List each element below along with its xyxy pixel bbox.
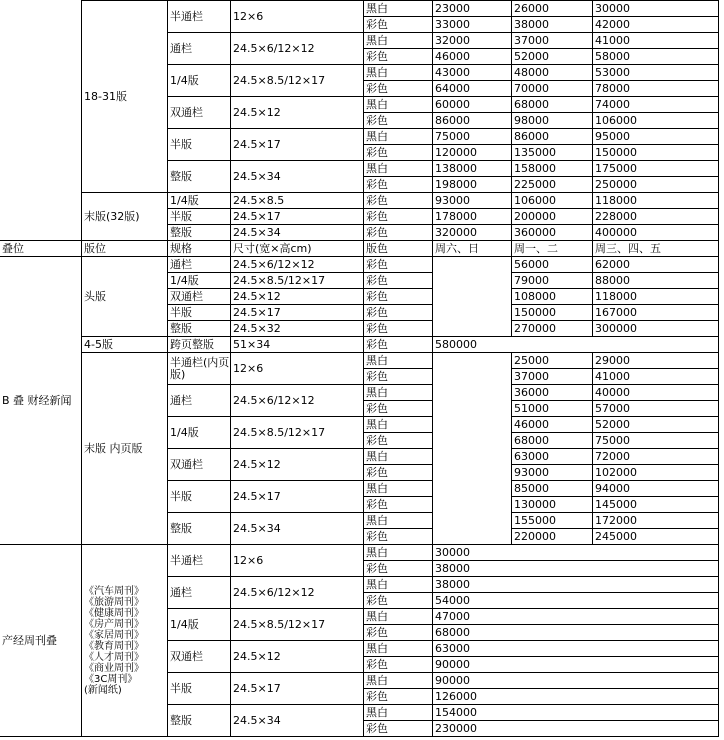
color-cell: 彩色	[363, 464, 433, 481]
spec-cell: 整版	[167, 320, 231, 337]
price-cell: 200000	[511, 208, 593, 225]
spec-cell: 通栏	[167, 32, 231, 65]
price-cell: 56000	[511, 256, 593, 273]
price-cell: 360000	[511, 224, 593, 241]
section-cell: B 叠 财经新闻	[0, 256, 82, 545]
spec-cell: 半版	[167, 128, 231, 161]
color-cell: 彩色	[363, 560, 433, 577]
size-cell: 24.5×8.5/12×17	[230, 416, 364, 449]
spec-cell: 1/4版	[167, 272, 231, 289]
size-cell: 12×6	[230, 0, 364, 33]
group-cell: 末版 内页版	[81, 352, 168, 545]
price-cell: 64000	[432, 80, 512, 97]
price-cell: 40000	[592, 384, 719, 401]
price-cell: 320000	[432, 224, 512, 241]
price-cell: 38000	[432, 560, 719, 577]
price-cell: 62000	[592, 256, 719, 273]
color-cell: 黑白	[363, 0, 433, 17]
price-cell: 154000	[432, 704, 719, 721]
spec-cell: 半通栏(内页版)	[167, 352, 231, 385]
color-cell: 彩色	[363, 288, 433, 305]
price-cell: 88000	[592, 272, 719, 289]
price-cell: 300000	[592, 320, 719, 337]
size-cell: 24.5×8.5/12×17	[230, 64, 364, 97]
spec-cell: 整版	[167, 224, 231, 241]
size-cell: 24.5×8.5/12×17	[230, 608, 364, 641]
price-cell: 93000	[511, 464, 593, 481]
size-cell: 24.5×8.5/12×17	[230, 272, 364, 289]
price-cell: 79000	[511, 272, 593, 289]
size-cell: 24.5×17	[230, 480, 364, 513]
price-cell: 58000	[592, 48, 719, 65]
price-cell: 150000	[511, 304, 593, 321]
price-cell: 47000	[432, 608, 719, 625]
price-cell: 41000	[592, 32, 719, 49]
spec-cell: 1/4版	[167, 608, 231, 641]
price-cell: 29000	[592, 352, 719, 369]
price-cell: 78000	[592, 80, 719, 97]
price-cell: 90000	[432, 656, 719, 673]
price-cell: 37000	[511, 368, 593, 385]
header-cell: 版色	[363, 240, 433, 257]
group-cell: 《汽车周刊》 《旅游周刊》 《健康周刊》 《房产周刊》 《家居周刊》 《教育周刊》 《人才周刊》 《商业周刊》 《3C周刊》 (新闻纸)	[81, 544, 168, 737]
price-cell: 23000	[432, 0, 512, 17]
spec-cell: 跨页整版	[167, 336, 231, 353]
price-cell: 33000	[432, 16, 512, 33]
price-cell: 46000	[432, 48, 512, 65]
price-cell: 178000	[432, 208, 512, 225]
empty-cell	[432, 256, 512, 337]
spec-cell: 整版	[167, 512, 231, 545]
price-cell: 37000	[511, 32, 593, 49]
header-cell: 版位	[81, 240, 168, 257]
price-cell: 250000	[592, 176, 719, 193]
spec-cell: 整版	[167, 160, 231, 193]
color-cell: 黑白	[363, 608, 433, 625]
color-cell: 彩色	[363, 208, 433, 225]
price-cell: 130000	[511, 496, 593, 513]
price-cell: 102000	[592, 464, 719, 481]
price-cell: 43000	[432, 64, 512, 81]
color-cell: 黑白	[363, 544, 433, 561]
price-cell: 150000	[592, 144, 719, 161]
price-cell: 145000	[592, 496, 719, 513]
price-cell: 135000	[511, 144, 593, 161]
color-cell: 彩色	[363, 224, 433, 241]
price-cell: 57000	[592, 400, 719, 417]
size-cell: 51×34	[230, 336, 364, 353]
size-cell: 12×6	[230, 352, 364, 385]
price-cell: 106000	[511, 192, 593, 209]
color-cell: 彩色	[363, 496, 433, 513]
size-cell: 24.5×12	[230, 288, 364, 305]
price-cell: 198000	[432, 176, 512, 193]
price-cell: 98000	[511, 112, 593, 129]
spec-cell: 半通栏	[167, 544, 231, 577]
price-cell: 118000	[592, 288, 719, 305]
price-cell: 85000	[511, 480, 593, 497]
price-cell: 400000	[592, 224, 719, 241]
color-cell: 彩色	[363, 400, 433, 417]
price-cell: 230000	[432, 720, 719, 737]
price-cell: 270000	[511, 320, 593, 337]
price-cell: 63000	[432, 640, 719, 657]
size-cell: 24.5×34	[230, 704, 364, 737]
section-cell: 产经周刊叠	[0, 544, 82, 737]
group-cell: 18-31版	[81, 0, 168, 193]
price-cell: 175000	[592, 160, 719, 177]
group-cell: 末版(32版)	[81, 192, 168, 241]
size-cell: 24.5×32	[230, 320, 364, 337]
color-cell: 黑白	[363, 576, 433, 593]
color-cell: 黑白	[363, 96, 433, 113]
color-cell: 黑白	[363, 672, 433, 689]
spec-cell: 半版	[167, 672, 231, 705]
header-cell: 规格	[167, 240, 231, 257]
price-cell: 75000	[432, 128, 512, 145]
size-cell: 24.5×34	[230, 512, 364, 545]
color-cell: 彩色	[363, 192, 433, 209]
size-cell: 24.5×12	[230, 448, 364, 481]
price-cell: 70000	[511, 80, 593, 97]
price-cell: 90000	[432, 672, 719, 689]
color-cell: 黑白	[363, 640, 433, 657]
price-cell: 126000	[432, 688, 719, 705]
color-cell: 黑白	[363, 480, 433, 497]
color-cell: 黑白	[363, 352, 433, 369]
price-cell: 25000	[511, 352, 593, 369]
color-cell: 彩色	[363, 624, 433, 641]
color-cell: 彩色	[363, 112, 433, 129]
color-cell: 黑白	[363, 704, 433, 721]
color-cell: 黑白	[363, 160, 433, 177]
header-cell: 周三、四、五	[592, 240, 719, 257]
spec-cell: 半通栏	[167, 0, 231, 33]
price-cell: 30000	[432, 544, 719, 561]
price-cell: 106000	[592, 112, 719, 129]
size-cell: 24.5×17	[230, 208, 364, 225]
price-cell: 86000	[511, 128, 593, 145]
price-cell: 51000	[511, 400, 593, 417]
size-cell: 24.5×8.5	[230, 192, 364, 209]
section-cell	[0, 0, 82, 241]
price-cell: 53000	[592, 64, 719, 81]
color-cell: 彩色	[363, 272, 433, 289]
price-cell: 38000	[511, 16, 593, 33]
size-cell: 24.5×17	[230, 304, 364, 321]
spec-cell: 半版	[167, 480, 231, 513]
color-cell: 彩色	[363, 336, 433, 353]
size-cell: 24.5×6/12×12	[230, 576, 364, 609]
spec-cell: 1/4版	[167, 64, 231, 97]
header-cell: 周六、日	[432, 240, 512, 257]
spec-cell: 双通栏	[167, 448, 231, 481]
size-cell: 24.5×34	[230, 160, 364, 193]
price-cell: 72000	[592, 448, 719, 465]
size-cell: 24.5×34	[230, 224, 364, 241]
color-cell: 彩色	[363, 144, 433, 161]
price-cell: 225000	[511, 176, 593, 193]
price-cell: 38000	[432, 576, 719, 593]
price-cell: 32000	[432, 32, 512, 49]
size-cell: 24.5×17	[230, 128, 364, 161]
price-cell: 94000	[592, 480, 719, 497]
spec-cell: 半版	[167, 208, 231, 225]
price-cell: 48000	[511, 64, 593, 81]
color-cell: 彩色	[363, 688, 433, 705]
empty-cell	[432, 352, 512, 545]
color-cell: 黑白	[363, 32, 433, 49]
color-cell: 黑白	[363, 128, 433, 145]
price-cell: 74000	[592, 96, 719, 113]
price-cell: 68000	[432, 624, 719, 641]
spec-cell: 半版	[167, 304, 231, 321]
price-cell: 75000	[592, 432, 719, 449]
color-cell: 彩色	[363, 720, 433, 737]
color-cell: 彩色	[363, 256, 433, 273]
size-cell: 24.5×6/12×12	[230, 32, 364, 65]
price-cell: 108000	[511, 288, 593, 305]
price-cell: 86000	[432, 112, 512, 129]
size-cell: 12×6	[230, 544, 364, 577]
color-cell: 彩色	[363, 304, 433, 321]
color-cell: 彩色	[363, 656, 433, 673]
spec-cell: 双通栏	[167, 288, 231, 305]
spec-cell: 通栏	[167, 576, 231, 609]
price-cell: 42000	[592, 16, 719, 33]
color-cell: 彩色	[363, 176, 433, 193]
price-cell: 54000	[432, 592, 719, 609]
spec-cell: 1/4版	[167, 416, 231, 449]
spec-cell: 双通栏	[167, 96, 231, 129]
group-cell: 头版	[81, 256, 168, 337]
color-cell: 彩色	[363, 80, 433, 97]
color-cell: 黑白	[363, 416, 433, 433]
price-cell: 63000	[511, 448, 593, 465]
price-cell: 26000	[511, 0, 593, 17]
spec-cell: 通栏	[167, 384, 231, 417]
size-cell: 24.5×12	[230, 96, 364, 129]
price-cell: 245000	[592, 528, 719, 545]
price-cell: 41000	[592, 368, 719, 385]
header-cell: 周一、二	[511, 240, 593, 257]
color-cell: 黑白	[363, 384, 433, 401]
price-cell: 220000	[511, 528, 593, 545]
spec-cell: 整版	[167, 704, 231, 737]
color-cell: 彩色	[363, 592, 433, 609]
price-cell: 138000	[432, 160, 512, 177]
color-cell: 彩色	[363, 48, 433, 65]
price-cell: 172000	[592, 512, 719, 529]
color-cell: 彩色	[363, 368, 433, 385]
price-cell: 68000	[511, 96, 593, 113]
size-cell: 24.5×6/12×12	[230, 256, 364, 273]
price-cell: 93000	[432, 192, 512, 209]
size-cell: 24.5×17	[230, 672, 364, 705]
spec-cell: 双通栏	[167, 640, 231, 673]
color-cell: 彩色	[363, 528, 433, 545]
price-cell: 68000	[511, 432, 593, 449]
price-cell: 95000	[592, 128, 719, 145]
price-cell: 120000	[432, 144, 512, 161]
spec-cell: 通栏	[167, 256, 231, 273]
spec-cell: 1/4版	[167, 192, 231, 209]
color-cell: 彩色	[363, 320, 433, 337]
price-cell: 52000	[592, 416, 719, 433]
color-cell: 彩色	[363, 432, 433, 449]
header-cell: 叠位	[0, 240, 82, 257]
price-cell: 60000	[432, 96, 512, 113]
price-cell: 36000	[511, 384, 593, 401]
price-cell: 158000	[511, 160, 593, 177]
price-cell: 46000	[511, 416, 593, 433]
price-cell: 30000	[592, 0, 719, 17]
price-cell: 118000	[592, 192, 719, 209]
size-cell: 24.5×12	[230, 640, 364, 673]
color-cell: 彩色	[363, 16, 433, 33]
price-cell: 167000	[592, 304, 719, 321]
size-cell: 24.5×6/12×12	[230, 384, 364, 417]
header-cell: 尺寸(宽×高cm)	[230, 240, 364, 257]
price-cell: 228000	[592, 208, 719, 225]
price-cell: 52000	[511, 48, 593, 65]
color-cell: 黑白	[363, 448, 433, 465]
color-cell: 黑白	[363, 64, 433, 81]
price-cell: 155000	[511, 512, 593, 529]
group-cell: 4-5版	[81, 336, 168, 353]
price-cell: 580000	[432, 336, 719, 353]
color-cell: 黑白	[363, 512, 433, 529]
